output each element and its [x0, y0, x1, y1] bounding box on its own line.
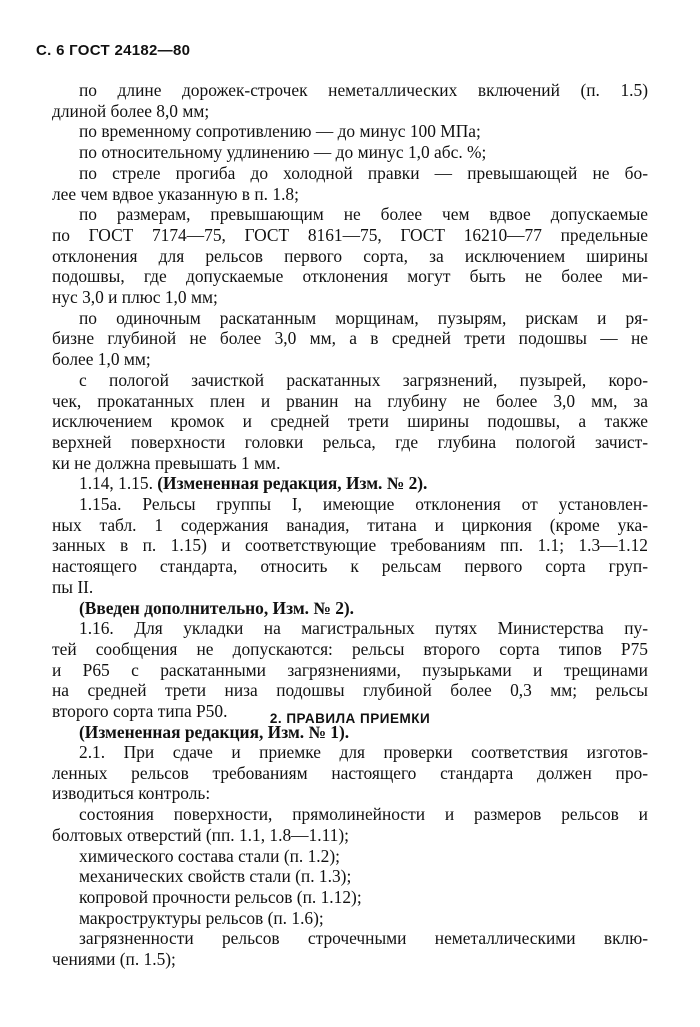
line-text: верхней поверхности головки рельса, где глубина пологой зачист-: [52, 431, 648, 452]
text-line: [52, 121, 648, 142]
text-line: [52, 783, 648, 804]
line-text: копровой прочности рельсов (п. 1.12);: [79, 886, 362, 907]
text-line: [52, 908, 648, 929]
line-text: настоящего стандарта, относить к рельсам первого сорта груп-: [52, 556, 648, 577]
revision-note: (Измененная редакция, Изм. № 2).: [157, 473, 428, 494]
line-text: загрязненности рельсов строчечными неметаллическими вклю-: [79, 928, 648, 949]
line-text: лее чем вдвое указанную в п. 1.8;: [52, 183, 299, 204]
line-text: пы II.: [52, 576, 94, 597]
line-text: по временному сопротивлению — до минус 100 МПа;: [79, 121, 481, 142]
text-line: [52, 866, 648, 887]
text-line: [52, 660, 648, 681]
text-line: [52, 618, 648, 639]
page-header: С. 6 ГОСТ 24182—80: [36, 42, 191, 59]
line-text: 1.14, 1.15.: [79, 473, 158, 494]
text-line: [52, 804, 648, 825]
text-line: [52, 928, 648, 949]
line-text: ленных рельсов требованиям настоящего стандарта должен про-: [52, 762, 648, 783]
line-text: с пологой зачисткой раскатанных загрязнений, пузырей, коро-: [79, 369, 648, 390]
line-text: на средней трети низа подошвы глубиной более 0,3 мм; рельсы: [52, 680, 648, 701]
line-text: изводиться контроль:: [52, 783, 211, 804]
line-text: 1.16. Для укладки на магистральных путях Министерства пу-: [79, 618, 648, 639]
text-block-1: [52, 80, 648, 743]
text-line: [52, 163, 648, 184]
line-text: химического состава стали (п. 1.2);: [79, 845, 340, 866]
text-line: [52, 225, 648, 246]
text-line: [52, 349, 648, 370]
line-text: по размерам, превышающим не более чем вдвое допускаемые: [79, 204, 648, 225]
line-text: 1.15а. Рельсы группы I, имеющие отклонения от установлен-: [79, 494, 648, 515]
line-text: бизне глубиной не более 3,0 мм, а в средней трети подошвы — не: [52, 328, 648, 349]
text-line: [52, 142, 648, 163]
text-line: [52, 266, 648, 287]
text-line: [52, 639, 648, 660]
line-text: нус 3,0 и плюс 1,0 мм;: [52, 287, 218, 308]
line-text: по относительному удлинению — до минус 1,0 абс. %;: [79, 142, 487, 163]
text-line: [52, 370, 648, 391]
line-text: по ГОСТ 7174—75, ГОСТ 8161—75, ГОСТ 16210—77 предельные: [52, 224, 648, 245]
text-line: [52, 494, 648, 515]
line-text: болтовых отверстий (пп. 1.1, 1.8—1.11);: [52, 824, 349, 845]
line-text: ных табл. 1 содержания ванадия, титана и циркония (кроме ука-: [52, 514, 648, 535]
text-line: [52, 598, 648, 619]
line-text: второго сорта типа Р50.: [52, 701, 228, 722]
text-line: [52, 515, 648, 536]
text-block-2: [52, 742, 648, 970]
line-text: тей сообщения не допускаются: рельсы второго сорта типов Р75: [52, 638, 648, 659]
line-text: отклонения для рельсов первого сорта, за исключением ширины: [52, 245, 648, 266]
text-line: [52, 308, 648, 329]
text-line: [52, 535, 648, 556]
line-text: чениями (п. 1.5);: [52, 949, 176, 970]
text-line: [52, 453, 648, 474]
text-line: [52, 391, 648, 412]
line-text: занных в п. 1.15) и соответствующие требованиям пп. 1.1; 1.3—1.12: [52, 535, 648, 556]
text-line: [52, 184, 648, 205]
text-line: [52, 80, 648, 101]
text-line: [52, 949, 648, 970]
line-text: 2.1. При сдаче и приемке для проверки соответствия изготов-: [79, 742, 648, 762]
revision-note: (Введен дополнительно, Изм. № 2).: [79, 597, 355, 618]
line-text: и Р65 с раскатанными загрязнениями, пузырьками и трещинами: [52, 659, 648, 680]
text-line: [52, 101, 648, 122]
text-line: [52, 846, 648, 867]
line-text: по стреле прогиба до холодной правки — превышающей не бо-: [79, 162, 648, 183]
text-line: [52, 204, 648, 225]
text-line: [52, 287, 648, 308]
line-text: ки не должна превышать 1 мм.: [52, 452, 281, 473]
text-line: [52, 432, 648, 453]
text-line: [52, 680, 648, 701]
line-text: длиной более 8,0 мм;: [52, 100, 210, 121]
section-title: 2. ПРАВИЛА ПРИЕМКИ: [269, 711, 431, 726]
line-text: по одиночным раскатанным морщинам, пузырям, рискам и ря-: [79, 307, 648, 328]
text-line: [52, 246, 648, 267]
text-line: [52, 577, 648, 598]
text-line: [52, 328, 648, 349]
line-text: механических свойств стали (п. 1.3);: [79, 866, 352, 887]
text-line: [52, 763, 648, 784]
text-line: [52, 556, 648, 577]
text-line: [52, 825, 648, 846]
line-text: состояния поверхности, прямолинейности и размеров рельсов и: [79, 804, 648, 825]
line-text: по длине дорожек-строчек неметаллических включений (п. 1.5): [79, 80, 648, 100]
revision-note: (Измененная редакция, Изм. № 1).: [79, 721, 350, 742]
line-text: макроструктуры рельсов (п. 1.6);: [79, 907, 324, 928]
line-text: подошвы, где допускаемые отклонения могут быть не более ми-: [52, 266, 648, 287]
line-text: чек, прокатанных плен и рванин на глубину не более 3,0 мм, за: [52, 390, 648, 411]
text-line: [52, 887, 648, 908]
text-line: [52, 473, 648, 494]
text-line: [52, 742, 648, 763]
line-text: более 1,0 мм;: [52, 349, 151, 370]
line-text: исключением кромок и средней трети ширины подошвы, а также: [52, 411, 648, 432]
text-line: [52, 411, 648, 432]
